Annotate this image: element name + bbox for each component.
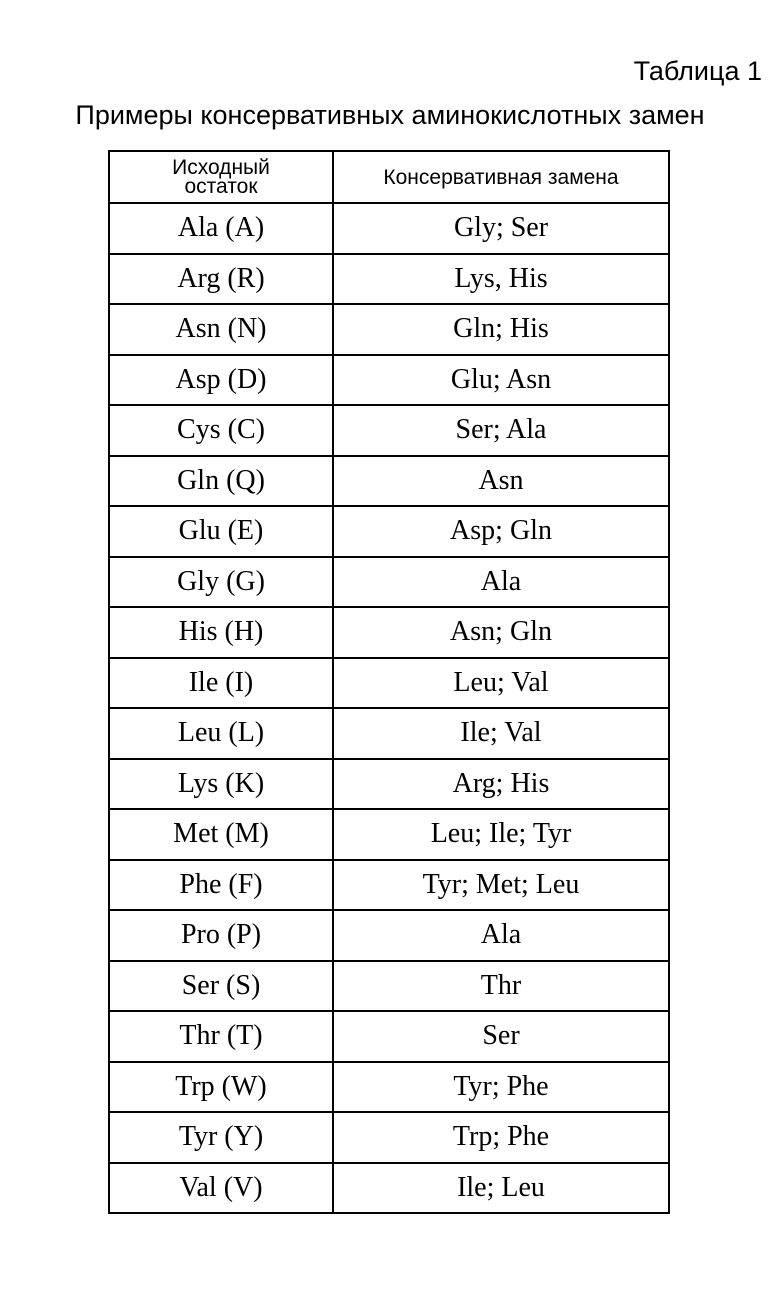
original-residue-cell: Ile (I) bbox=[109, 658, 333, 709]
header-row bbox=[109, 151, 669, 203]
conservative-substitution-cell: Thr bbox=[333, 961, 669, 1012]
table-row bbox=[109, 759, 669, 810]
table-row bbox=[109, 506, 669, 557]
table-row bbox=[109, 1062, 669, 1113]
conservative-substitution-cell: Glu; Asn bbox=[333, 355, 669, 406]
conservative-substitution-cell: Ile; Val bbox=[333, 708, 669, 759]
original-residue-cell: Cys (C) bbox=[109, 405, 333, 456]
original-residue-cell: Thr (T) bbox=[109, 1011, 333, 1062]
table-row bbox=[109, 304, 669, 355]
conservative-substitution-cell: Asn; Gln bbox=[333, 607, 669, 658]
original-residue-cell: Arg (R) bbox=[109, 254, 333, 305]
table-row bbox=[109, 607, 669, 658]
header-original-line2: остаток bbox=[184, 175, 258, 198]
original-residue-cell: Phe (F) bbox=[109, 860, 333, 911]
table-header bbox=[109, 151, 669, 203]
table-row bbox=[109, 355, 669, 406]
table-row bbox=[109, 1112, 669, 1163]
table-row bbox=[109, 254, 669, 305]
conservative-substitution-cell: Ser; Ala bbox=[333, 405, 669, 456]
table-row bbox=[109, 557, 669, 608]
conservative-substitution-cell: Ser bbox=[333, 1011, 669, 1062]
original-residue-cell: Ser (S) bbox=[109, 961, 333, 1012]
original-residue-cell: Asn (N) bbox=[109, 304, 333, 355]
table-row bbox=[109, 1011, 669, 1062]
conservative-substitution-cell: Tyr; Phe bbox=[333, 1062, 669, 1113]
table-body bbox=[109, 203, 669, 1213]
original-residue-cell: Gly (G) bbox=[109, 557, 333, 608]
table-number: Таблица 1 bbox=[633, 56, 762, 86]
table-row bbox=[109, 1163, 669, 1214]
conservative-substitution-cell: Trp; Phe bbox=[333, 1112, 669, 1163]
original-residue-cell: Val (V) bbox=[109, 1163, 333, 1214]
original-residue-cell: Leu (L) bbox=[109, 708, 333, 759]
original-residue-cell: Pro (P) bbox=[109, 910, 333, 961]
conservative-substitution-cell: Tyr; Met; Leu bbox=[333, 860, 669, 911]
table-caption: Примеры консервативных аминокислотных замен bbox=[75, 100, 705, 130]
conservative-substitution-cell: Lys, His bbox=[333, 254, 669, 305]
original-residue-cell: Ala (A) bbox=[109, 203, 333, 254]
original-residue-cell: Trp (W) bbox=[109, 1062, 333, 1113]
conservative-substitution-cell: Gly; Ser bbox=[333, 203, 669, 254]
original-residue-cell: Glu (E) bbox=[109, 506, 333, 557]
original-residue-cell: Gln (Q) bbox=[109, 456, 333, 507]
table-row bbox=[109, 203, 669, 254]
table-row bbox=[109, 708, 669, 759]
table-row bbox=[109, 456, 669, 507]
table-row bbox=[109, 809, 669, 860]
header-conservative-substitution: Консервативная замена bbox=[333, 151, 669, 203]
table-row bbox=[109, 658, 669, 709]
original-residue-cell: Lys (K) bbox=[109, 759, 333, 810]
table-row bbox=[109, 961, 669, 1012]
conservative-substitution-cell: Gln; His bbox=[333, 304, 669, 355]
header-original-line1: Исходный bbox=[172, 156, 270, 179]
conservative-substitution-cell: Leu; Val bbox=[333, 658, 669, 709]
conservative-substitution-cell: Arg; His bbox=[333, 759, 669, 810]
conservative-substitution-cell: Leu; Ile; Tyr bbox=[333, 809, 669, 860]
conservative-substitution-cell: Asp; Gln bbox=[333, 506, 669, 557]
table-row bbox=[109, 860, 669, 911]
substitution-table bbox=[108, 150, 670, 1214]
conservative-substitution-cell: Ile; Leu bbox=[333, 1163, 669, 1214]
original-residue-cell: Tyr (Y) bbox=[109, 1112, 333, 1163]
conservative-substitution-cell: Ala bbox=[333, 910, 669, 961]
original-residue-cell: His (H) bbox=[109, 607, 333, 658]
header-original-residue bbox=[109, 151, 333, 203]
original-residue-cell: Met (M) bbox=[109, 809, 333, 860]
table-row bbox=[109, 405, 669, 456]
conservative-substitution-cell: Asn bbox=[333, 456, 669, 507]
table-row bbox=[109, 910, 669, 961]
conservative-substitution-cell: Ala bbox=[333, 557, 669, 608]
original-residue-cell: Asp (D) bbox=[109, 355, 333, 406]
